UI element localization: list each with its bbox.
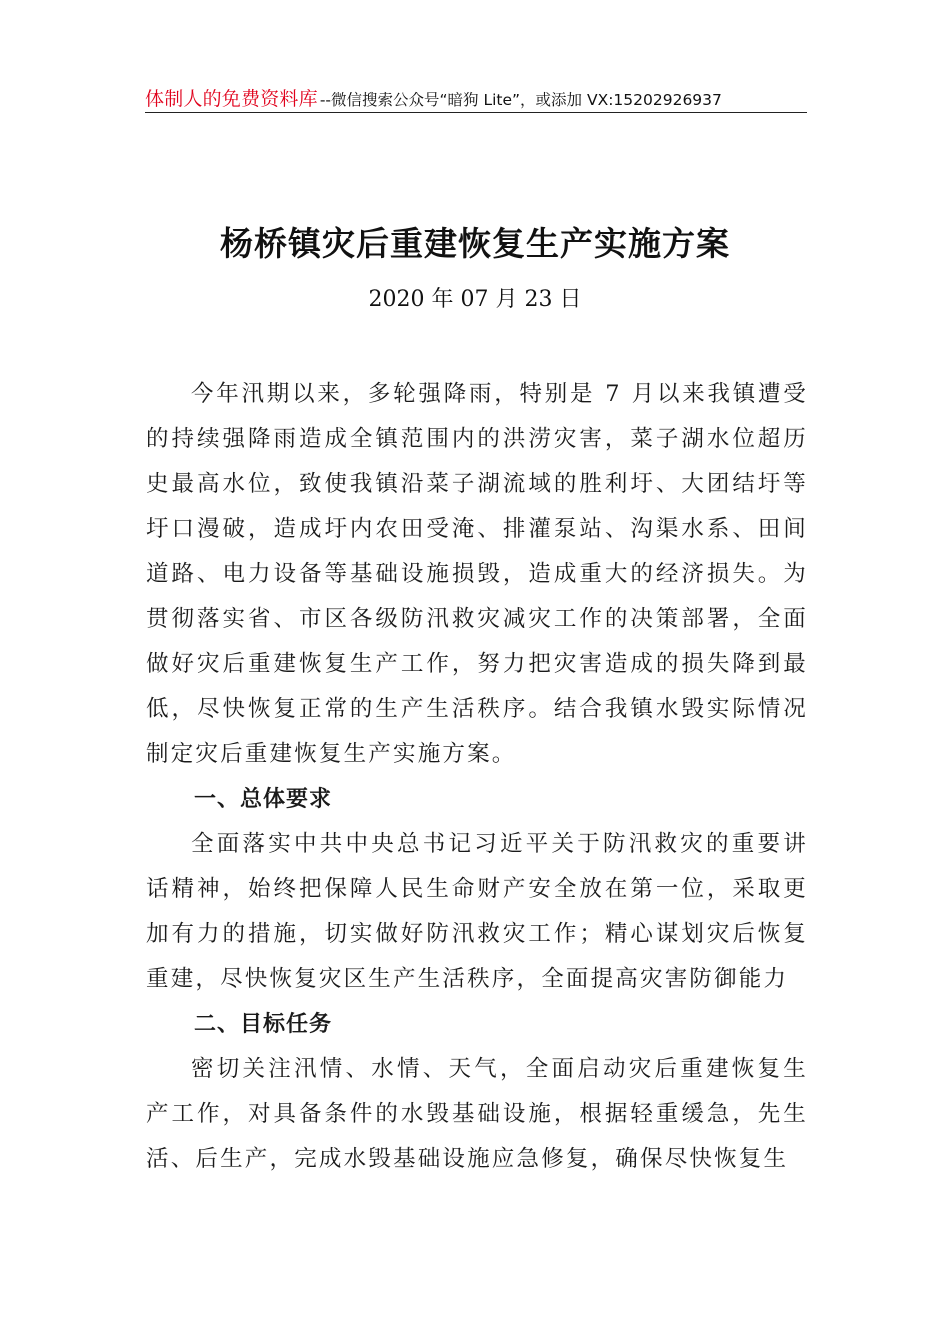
section-1-heading: 一、总体要求 — [194, 787, 333, 812]
section-2-heading: 二、目标任务 — [194, 1012, 333, 1037]
header-note: --微信搜索公众号“暗狗 Lite”，或添加 VX:15202926937 — [319, 91, 722, 109]
document-title: 杨桥镇灾后重建恢复生产实施方案 — [220, 224, 730, 263]
intro-paragraph: 今年汛期以来，多轮强降雨，特别是 7 月以来我镇遭受的持续强降雨造成全镇范围内的洪涝灾害，菜子湖水位超历史最高水位，致使我镇沿菜子湖流域的胜利圩、大团结圩等圩口漫破，造成圩内农田受淹、排灌泵站、沟渠水系、田间道路、电力设备等基础设施损毁，造成重大的经济损失。为贯彻落实省、市区各级防汛救灾减灾工作的决策部署，全面做好灾后重建恢复生产工作，努力把灾害造成的损失降到最低，尽快恢复正常的生产生活秩序。结合我镇水毁实际情况制定灾后重建恢复生产实施方案。 — [146, 381, 808, 767]
section-1-paragraph: 全面落实中共中央总书记习近平关于防汛救灾的重要讲话精神，始终把保障人民生命财产安全放在第一位，采取更加有力的措施，切实做好防汛救灾工作；精心谋划灾后恢复重建，尽快恢复灾区生产生活秩序，全面提高灾害防御能力 — [146, 831, 808, 992]
section-2-paragraph: 密切关注汛情、水情、天气，全面启动灾后重建恢复生产工作，对具备条件的水毁基础设施，根据轻重缓急，先生活、后生产，完成水毁基础设施应急修复，确保尽快恢复生 — [146, 1056, 808, 1172]
document-date: 2020 年 07 月 23 日 — [368, 287, 582, 312]
page-header — [145, 84, 807, 113]
header-brand: 体制人的免费资料库 — [145, 88, 318, 110]
document-body — [146, 372, 808, 1182]
